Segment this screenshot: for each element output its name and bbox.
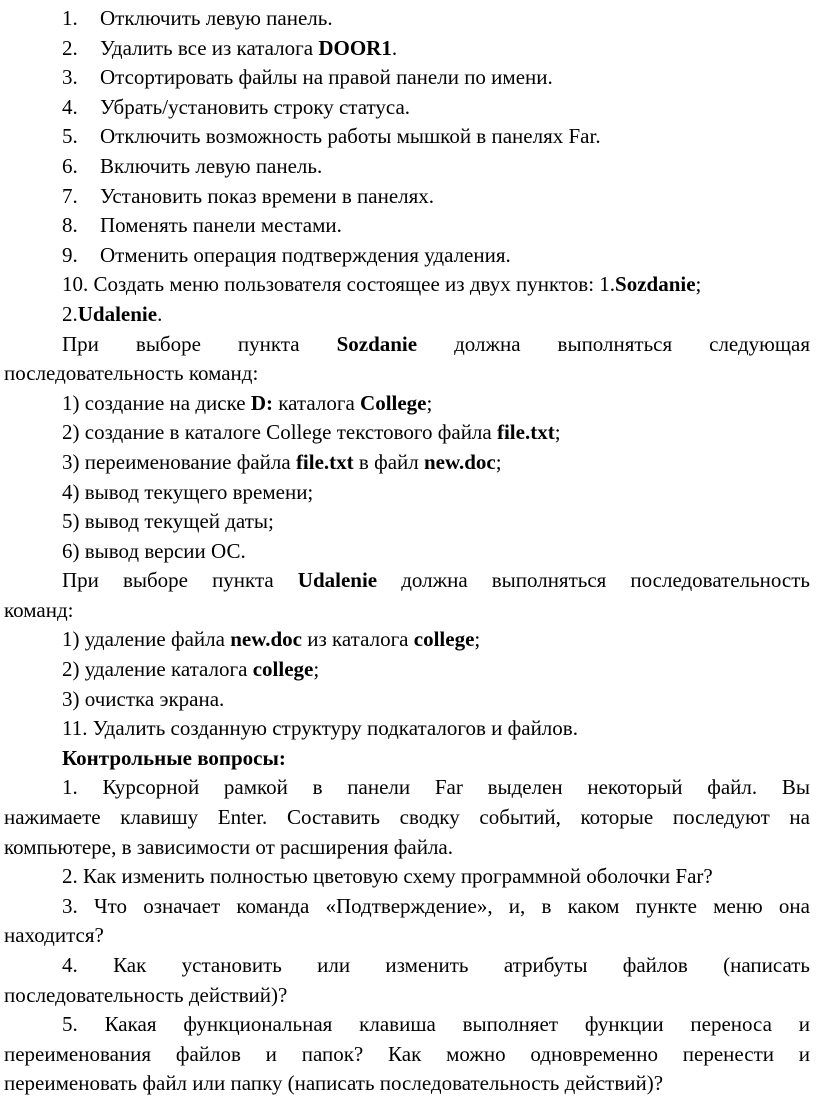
task-text: Поменять панели местами. <box>100 213 342 238</box>
question-1-cont: нажимаете клавишу Enter. Составить сводку событий, которые последуют на <box>4 805 810 830</box>
question-4-cont: последовательность действий)? <box>4 982 288 1007</box>
task-item-10-cont <box>4 300 810 330</box>
task-number: 3. <box>62 65 78 90</box>
task-text: Убрать/установить строку статуса. <box>100 94 411 119</box>
file-name: file.txt <box>295 449 354 474</box>
task-number: 9. <box>62 242 78 267</box>
task-tail: . <box>157 301 163 326</box>
task-item-5 <box>4 122 810 152</box>
step-text: в файл <box>353 449 424 474</box>
step-text: 3) переименование файла <box>62 449 296 474</box>
sozdanie-intro-cont: последовательность команд: <box>4 361 259 386</box>
file-name: new.doc <box>230 627 302 652</box>
sozdanie-step-3 <box>4 448 810 478</box>
intro-text: При выборе пункта <box>62 331 337 356</box>
drive-name: D: <box>250 390 274 415</box>
task-number: 1. <box>62 6 78 30</box>
task-item-1 <box>4 4 810 34</box>
separator: ; <box>695 272 702 297</box>
task-item-10 <box>4 270 810 300</box>
task-number: 6. <box>62 153 78 178</box>
task-number: 8. <box>62 213 78 238</box>
question-5-cont: переименования файлов и папок? Как можно одновременно перенести и <box>4 1041 810 1066</box>
task-item-7 <box>4 182 810 212</box>
heading-text: Контрольные вопросы: <box>62 745 286 770</box>
step-text: ; <box>426 390 433 415</box>
menu-item-name: Sozdanie <box>336 331 418 356</box>
question-3: 3. Что означает команда «Подтверждение», и, в каком пункте меню она <box>62 893 810 918</box>
task-item-11: 11. Удалить созданную структуру подкаталогов и файлов. <box>62 716 578 741</box>
intro-text: должна выполняться последовательность <box>377 568 810 593</box>
folder-name: college <box>252 657 314 682</box>
step-text: ; <box>495 449 502 474</box>
udalenie-step-1 <box>4 625 810 655</box>
task-item-3 <box>4 63 810 93</box>
task-text: Включить левую панель. <box>100 153 323 178</box>
file-name: file.txt <box>496 420 555 445</box>
task-text: 10. Создать меню пользователя состоящее из двух пунктов: 1. <box>62 272 616 297</box>
task-text: Отсортировать файлы на правой панели по имени. <box>100 65 553 90</box>
task-number: 5. <box>62 124 78 149</box>
step-text: ; <box>554 420 561 445</box>
questions-heading <box>4 744 810 774</box>
udalenie-step-2 <box>4 655 810 685</box>
udalenie-intro <box>4 566 810 596</box>
sozdanie-intro <box>4 330 810 360</box>
step-text: 1) создание на диске <box>62 390 251 415</box>
menu-item-name: Udalenie <box>77 301 158 326</box>
task-bold-term: DOOR1 <box>318 35 392 60</box>
sozdanie-step-5: 5) вывод текущей даты; <box>62 509 274 534</box>
sozdanie-step-4: 4) вывод текущего времени; <box>62 479 314 504</box>
task-tail: . <box>391 35 398 60</box>
intro-text: При выборе пункта <box>62 568 298 593</box>
task-item-8 <box>4 211 810 241</box>
step-text: каталога <box>273 390 361 415</box>
task-item-6 <box>4 152 810 182</box>
task-item-2 <box>4 34 810 64</box>
sozdanie-step-2 <box>4 418 810 448</box>
step-text: 2) удаление каталога <box>62 657 253 682</box>
question-4: 4. Как установить или изменить атрибуты файлов (написать <box>62 953 810 977</box>
menu-item-name: Udalenie <box>297 568 378 593</box>
task-text: Установить показ времени в панелях. <box>100 183 435 208</box>
question-5: 5. Какая функциональная клавиша выполняет функции переноса и <box>62 1012 810 1037</box>
udalenie-step-3: 3) очистка экрана. <box>62 686 225 711</box>
task-number: 2. <box>62 35 78 60</box>
menu-item-name: Sozdanie <box>615 272 696 297</box>
task-item-9 <box>4 241 810 271</box>
task-text: Отключить левую панель. <box>100 6 333 30</box>
question-5-cont: переименовать файл или папку (написать последовательность действий)? <box>4 1071 664 1096</box>
task-number: 4. <box>62 94 78 119</box>
file-name: new.doc <box>423 449 496 474</box>
task-text: 2. <box>62 301 78 326</box>
task-text: Удалить все из каталога <box>100 35 319 60</box>
task-text: Отменить операция подтверждения удаления. <box>100 242 511 267</box>
task-item-4 <box>4 93 810 123</box>
task-number: 7. <box>62 183 78 208</box>
question-1-cont: компьютере, в зависимости от расширения файла. <box>4 834 453 859</box>
question-3-cont: находится? <box>4 923 104 948</box>
udalenie-intro-cont: команд: <box>4 597 74 622</box>
step-text: ; <box>474 627 481 652</box>
intro-text: должна выполняться следующая <box>417 331 810 356</box>
question-2: 2. Как изменить полностью цветовую схему программной оболочки Far? <box>62 864 713 889</box>
sozdanie-step-1 <box>4 389 810 419</box>
folder-name: college <box>413 627 475 652</box>
step-text: 1) удаление файла <box>62 627 231 652</box>
step-text: 2) создание в каталоге College текстового файла <box>62 420 497 445</box>
sozdanie-step-6: 6) вывод версии ОС. <box>62 538 246 563</box>
task-text: Отключить возможность работы мышкой в панелях Far. <box>100 124 601 149</box>
folder-name: College <box>360 390 427 415</box>
question-1: 1. Курсорной рамкой в панели Far выделен некоторый файл. Вы <box>62 775 810 800</box>
step-text: из каталога <box>301 627 414 652</box>
step-text: ; <box>313 657 320 682</box>
